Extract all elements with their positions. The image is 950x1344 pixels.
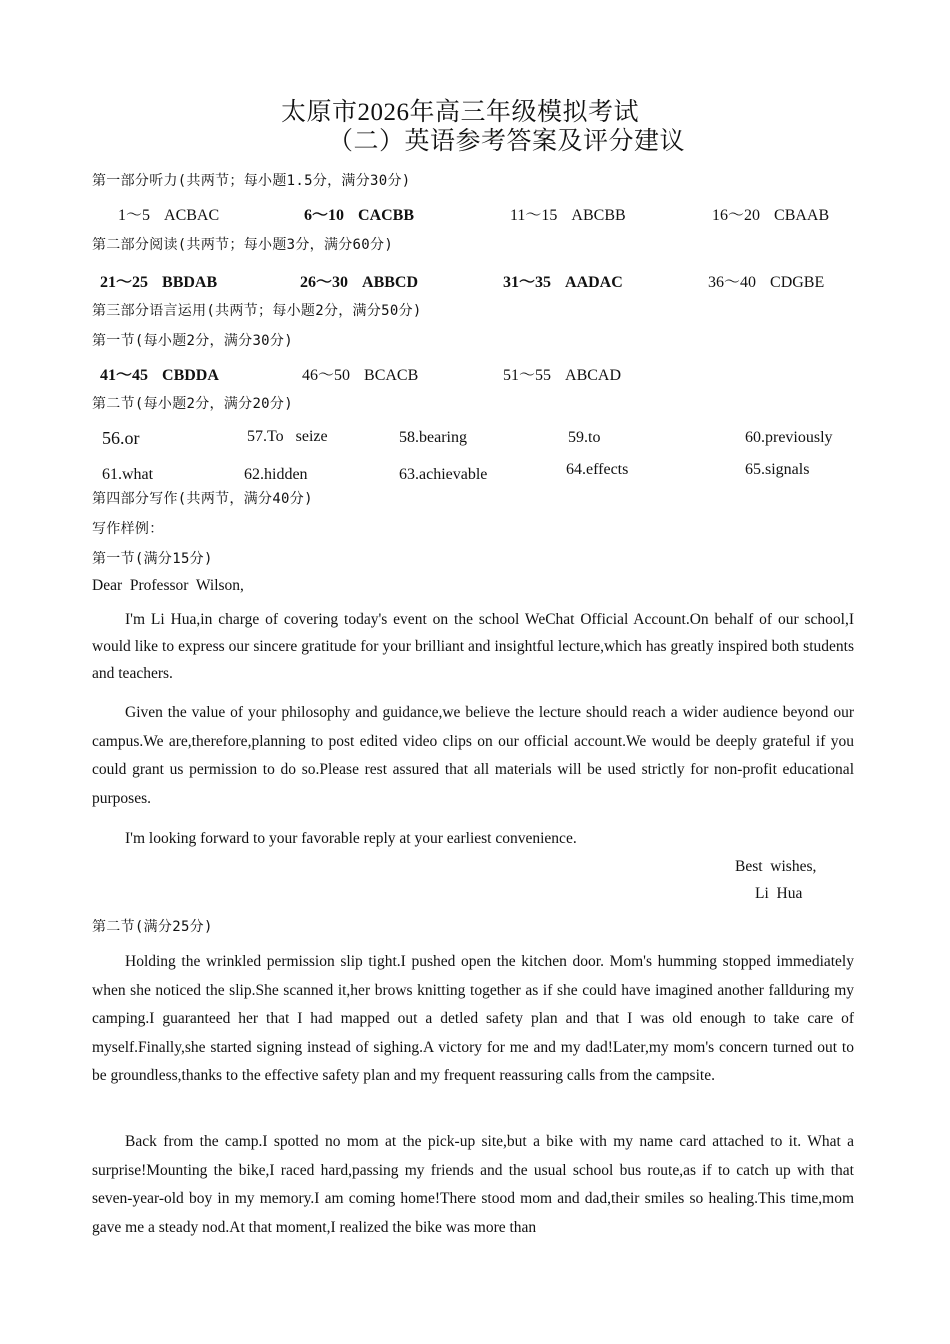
fill-answer: 62.hidden [244, 466, 308, 483]
letter-signature: Li Hua [755, 885, 803, 902]
part4-section2-heading: 第二节(满分25分) [92, 919, 213, 935]
fill-answer: 61.what [102, 466, 154, 483]
part3-section1-heading: 第一节(每小题2分，满分30分) [92, 333, 293, 349]
answer-group: 36～40 CDGBE [708, 274, 825, 291]
part3-section2-heading: 第二节(每小题2分，满分20分) [92, 396, 293, 412]
page-title: 太原市2026年高三年级模拟考试 [281, 99, 640, 126]
fill-answer: 60.previously [745, 429, 833, 446]
answer-group: 41～45 CBDDA [100, 367, 219, 384]
fill-answer: 58.bearing [399, 429, 467, 446]
part1-heading: 第一部分听力(共两节；每小题1.5分，满分30分) [92, 173, 411, 189]
part4-section1-heading: 第一节(满分15分) [92, 551, 213, 567]
answer-group: 1～5 ACBAC [118, 207, 220, 224]
story-paragraph: Back from the camp.I spotted no mom at the pick-up site,but a bike with my name card attached to it. What a surprise!Mounting the bike,I raced hard,passing my friends and the usual school bus route,as if to catch up with that seven-year-old boy in my memory.I am coming home!There stood mom and dad,their smiles so healing.This time,mom gave me a steady nod.At that moment,I realized the bike was more than [92, 1133, 854, 1236]
answer-group: 26～30 ABBCD [300, 274, 419, 291]
part4-heading: 第四部分写作(共两节，满分40分) [92, 491, 313, 507]
story-paragraph: Holding the wrinkled permission slip tight.I pushed open the kitchen door. Mom's humming stopped immediately when she noticed the slip.She scanned it,her brows knitting together as if she could have imagined another fallduring my camping.I guaranteed her that I had mapped out a detled safety plan and that I was old enough to take care of myself.Finally,she started signing instead of sighing.A victory for me and my dad!Later,my mom's concern turned out to be groundless,thanks to the effective safety plan and my frequent reassuring calls from the campsite. [92, 953, 854, 1084]
page-subtitle: （二）英语参考答案及评分建议 [328, 128, 686, 155]
part2-heading: 第二部分阅读(共两节；每小题3分，满分60分) [92, 237, 394, 253]
answer-group: 51～55 ABCAD [503, 367, 622, 384]
fill-answer: 56.or [102, 428, 140, 448]
answer-group: 6～10 CACBB [304, 207, 415, 224]
answer-group: 31～35 AADAC [503, 274, 623, 291]
letter-salutation: Dear Professor Wilson, [92, 577, 244, 594]
letter-paragraph: I'm looking forward to your favorable reply at your earliest convenience. [125, 830, 577, 847]
sample-label: 写作样例： [92, 521, 164, 537]
fill-answer: 64.effects [566, 461, 629, 478]
answer-group: 21～25 BBDAB [100, 274, 218, 291]
fill-answer: 65.signals [745, 461, 810, 478]
part3-heading: 第三部分语言运用(共两节；每小题2分，满分50分) [92, 303, 422, 319]
letter-paragraph: I'm Li Hua,in charge of covering today's event on the school WeChat Official Account.On behalf of our school,I would like to express our sincere gratitude for your brilliant and insightful lecture,which has greatly inspired both students and teachers. [92, 611, 854, 682]
answer-group: 11～15 ABCBB [510, 207, 626, 224]
fill-answer: 57.To seize [247, 428, 328, 445]
fill-answer: 63.achievable [399, 466, 488, 483]
answer-group: 16～20 CBAAB [712, 207, 830, 224]
fill-answer: 59.to [568, 429, 601, 446]
answer-group: 46～50 BCACB [302, 367, 419, 384]
letter-paragraph: Given the value of your philosophy and guidance,we believe the lecture should reach a wider audience beyond our campus.We are,therefore,planning to post edited video clips on our official account.We would be deeply grateful if you could grant us permission to do so.Please rest assured that all materials will be used strictly for non-profit educational purposes. [92, 704, 854, 807]
letter-closing: Best wishes, [735, 858, 817, 875]
